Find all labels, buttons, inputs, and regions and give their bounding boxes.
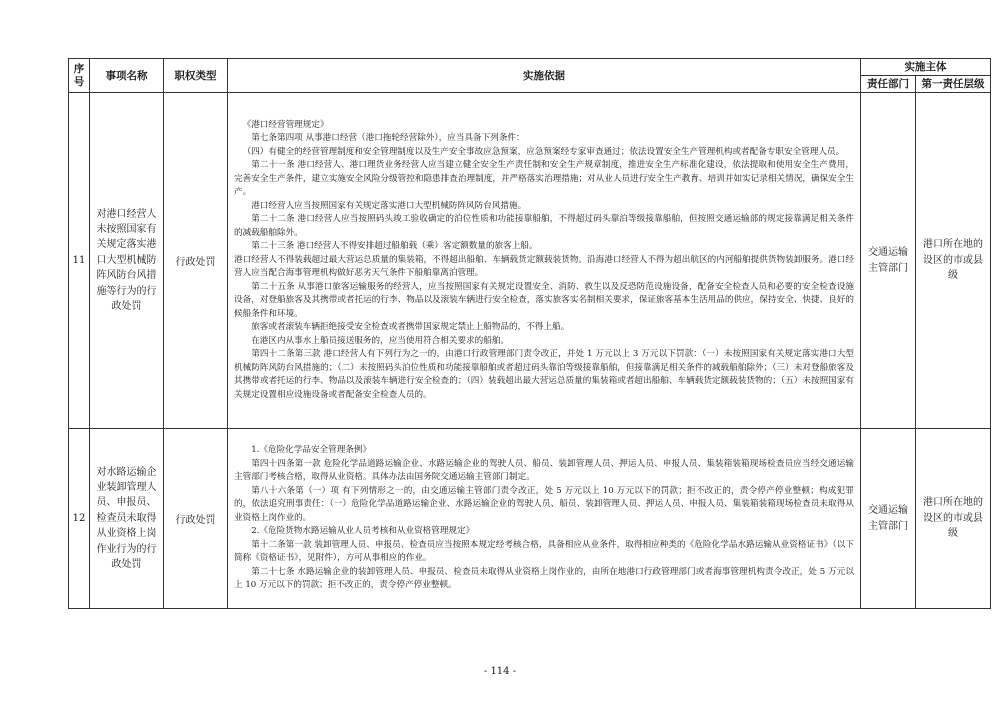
basis-paragraph: 第七条第四项 从事港口经营（港口拖轮经营除外），应当具备下列条件：: [251, 133, 525, 144]
row-responsible-dept: 交通运输主管部门: [861, 429, 916, 609]
header-type: 职权类型: [164, 59, 228, 93]
basis-paragraph: 旅客或者滚装车辆拒绝接受安全检查或者携带国家规定禁止上船物品的，不得上船。: [251, 322, 570, 333]
row-item-name: 对港口经营人未按照国家有关规定落实港口大型机械防阵风防台风措施等行为的行政处罚: [90, 93, 164, 429]
row-responsible-level: 港口所在地的设区的市或县级: [916, 93, 991, 429]
header-name: 事项名称: [90, 59, 164, 93]
row-authority-type: 行政处罚: [164, 429, 228, 609]
row-basis: [228, 93, 861, 429]
basis-paragraph: （四）有健全的经营管理制度和安全管理制度以及生产安全事故应急预案，应急预案经专家审查通过；依法设置安全生产管理机构或者配备专职安全管理人员。: [242, 146, 845, 157]
basis-paragraph: 1.《危险化学品安全管理条例》: [251, 445, 372, 456]
header-basis: 实施依据: [228, 59, 861, 93]
row-seq: 12: [69, 429, 90, 609]
basis-paragraph: 第八十六条第（一）项 有下列情形之一的，由交通运输主管部门责令改正，处 5 万元以上 10 万元以下的罚款；拒不改正的，责令停产停业整顿；构成犯罪的，依法追究刑事责任：（一）危险化学品道路运输企业、水路运输企业的驾驶人员、船员、装卸管理人员、押运人员、申报人员、集装箱装箱现场检查员未取得从业资格上岗作业的。: [234, 485, 854, 523]
row-item-name: 对水路运输企业装卸管理人员、申报员、检查员未取得从业资格上岗作业行为的行政处罚: [90, 429, 164, 609]
header-row-1: [69, 59, 991, 76]
row-responsible-dept: 交通运输主管部门: [861, 93, 916, 429]
table-row: [69, 93, 991, 429]
row-authority-type: 行政处罚: [164, 93, 228, 429]
basis-paragraph: 第十二条第一款 装卸管理人员、申报员、检查员应当按照本规定经考核合格，具备相应从业条件，取得相应种类的《危险化学品水路运输从业资格证书》（以下简称《资格证书》，见附件），方可从事相应的作业。: [234, 539, 854, 564]
table-row: [69, 429, 991, 609]
row-responsible-level: 港口所在地的设区的市或县级: [916, 429, 991, 609]
header-level: 第一责任层级: [916, 76, 991, 93]
page-number: - 114 -: [483, 666, 517, 677]
basis-paragraph: 2.《危险货物水路运输从业人员考核和从业资格管理规定》: [251, 526, 475, 537]
enforcement-table: [68, 58, 991, 609]
basis-paragraph: 《港口经营管理规定》: [242, 119, 329, 130]
basis-paragraph: 第二十五条 从事港口旅客运输服务的经营人，应当按照国家有关规定设置安全、消防、救生以及反恐防范设施设备，配备安全检查人员和必要的安全检查设施设备，对登船旅客及其携带或者托运的行李、物品以及滚装车辆进行安全检查，落实旅客实名制相关要求，保证旅客基本生活用品的供应，保持安全、快捷、良好的候船条件和环境。: [234, 281, 854, 319]
basis-paragraph: 第二十七条 水路运输企业的装卸管理人员、申报员、检查员未取得从业资格上岗作业的，由所在地港口行政管理部门或者海事管理机构责令改正，处 5 万元以上 10 万元以下的罚款；拒不改正的，责令停产停业整顿。: [234, 566, 854, 591]
basis-paragraph: 港口经营人不得装载超过最大营运总质量的集装箱，不得超出船舶、车辆载货定额载装货物。沿海港口经营人不得为超出航区的内河船舶提供货物装卸服务。港口经营人应当配合海事管理机构做好恶劣天气条件下船舶靠离泊管理。: [234, 254, 854, 279]
basis-paragraph: 港口经营人应当按照国家有关规定落实港口大型机械防阵风防台风措施。: [251, 200, 527, 211]
basis-paragraph: 第二十二条 港口经营人应当按照码头竣工验收确定的泊位性质和功能接靠船舶，不得超过码头靠泊等级接靠船舶，但按照交通运输部的规定接靠满足相关条件的减载船舶除外。: [234, 214, 854, 238]
header-seq: 序号: [69, 59, 90, 93]
basis-paragraph: 第二十三条 港口经营人不得安排超过船舶载（乘）客定额数量的旅客上船。: [251, 241, 538, 252]
basis-paragraph: 第四十四条第一款 危险化学品道路运输企业、水路运输企业的驾驶人员、船员、装卸管理人员、押运人员、申报人员、集装箱装箱现场检查员应当经交通运输主管部门考核合格，取得从业资格。具体办法由国务院交通运输主管部门制定。: [234, 458, 854, 483]
header-subject: 实施主体: [861, 59, 991, 76]
row-basis: [228, 429, 861, 609]
basis-paragraph: 第二十一条 港口经营人、港口理货业务经营人应当建立健全安全生产责任制和安全生产规章制度，推进安全生产标准化建设，依法提取和使用安全生产费用，完善安全生产条件，建立实施安全风险分级管控和隐患排查治理制度，并严格落实治理措施；对从业人员进行安全生产教育、培训并如实记录相关情况，确保安全生产。: [234, 160, 854, 198]
row-seq: 11: [69, 93, 90, 429]
header-dept: 责任部门: [861, 76, 916, 93]
basis-paragraph: 第四十二条第三款 港口经营人有下列行为之一的，由港口行政管理部门责令改正，并处 1 万元以上 3 万元以下罚款：（一）未按照国家有关规定落实港口大型机械防阵风防台风措施的；（二）未按照码头泊位性质和功能接靠船舶或者超过码头靠泊等级接靠船舶，但接靠满足相关条件的减载船舶除外；（三）未对登船旅客及其携带或者托运的行李、物品以及滚装车辆进行安全检查的；（四）装载超出最大营运总质量的集装箱或者超出船舶、车辆载货定额载装货物的；（五）未按照国家有关规定设置相应设施设备或者配备安全检查人员的。: [234, 349, 854, 400]
basis-paragraph: 在港区内从事水上船员接送服务的，应当使用符合相关要求的船舶。: [251, 335, 510, 346]
